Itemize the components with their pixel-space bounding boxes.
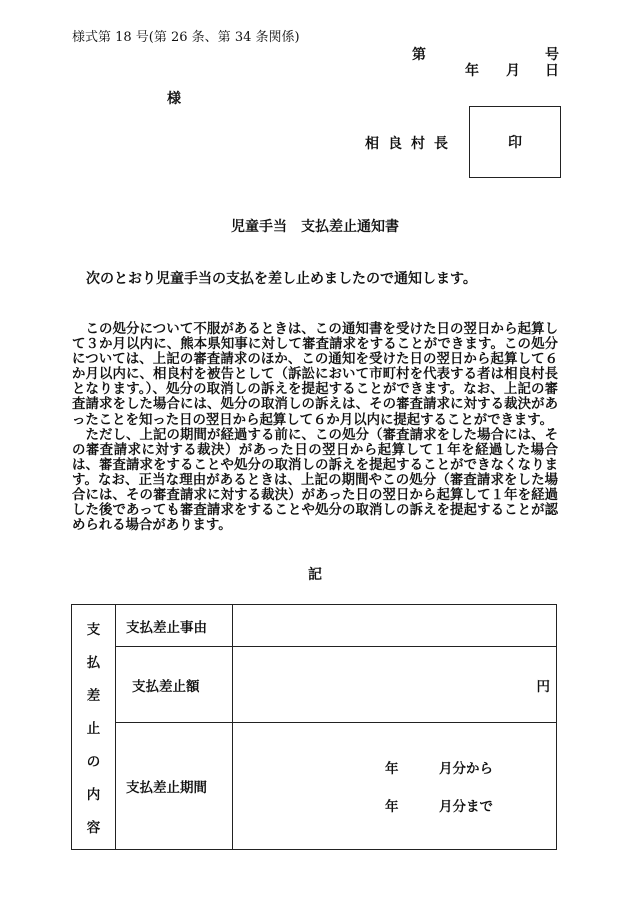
- appeal-paragraph-1: この処分について不服があるときは、この通知書を受けた日の翌日から起算して３か月以内に、熊本県知事に対して審査請求をすることができます。この処分については、上記の審査請求のほか、この通知を受けた日の翌日から起算して６か月以内に、相良村を被告として（訴訟において市町村を代表する者は相良村長となります。）、処分の取消しの訴えを提起することができます。なお、上記の審査請求をした場合には、処分の取消しの訴えは、その審査請求に対する裁決があったことを知った日の翌日から起算して６か月以内に提起することができます。: [72, 321, 558, 428]
- lead-sentence: 次のとおり児童手当の支払を差し止めましたので通知します。: [86, 271, 477, 287]
- detail-table: [71, 604, 557, 850]
- reason-label: 支払差止事由: [116, 605, 233, 647]
- period-from-month: 月分から: [439, 761, 493, 777]
- side-char: 止: [86, 721, 101, 737]
- ki-marker: 記: [308, 567, 322, 583]
- appeal-paragraph-2: ただし、上記の期間が経過する前に、この処分（審査請求をした場合には、その審査請求に対する裁決）があった日の翌日から起算して１年を経過した場合は、審査請求をすることや処分の取消しの訴えを提起することができなくなります。なお、正当な理由があるときは、上記の期間やこの処分（審査請求をした場合には、その審査請求に対する裁決）があった日の翌日から起算して１年を経過した後であっても審査請求をすることや処分の取消しの訴えを提起することが認められる場合があります。: [72, 426, 558, 534]
- reason-value-field[interactable]: [233, 605, 557, 647]
- date-year: 年: [465, 63, 479, 79]
- date-month: 月: [506, 63, 520, 79]
- document-number-suffix: 号: [545, 47, 559, 63]
- side-char: の: [86, 754, 101, 770]
- document-title: 児童手当 支払差止通知書: [231, 219, 399, 235]
- period-to-year: 年: [385, 799, 399, 815]
- period-value-field[interactable]: [233, 723, 557, 850]
- issuer-name: 相良村長: [365, 136, 457, 152]
- appeal-notice: [72, 322, 558, 533]
- form-number: 様式第 18 号(第 26 条、第 34 条関係): [72, 30, 300, 45]
- period-to: [385, 795, 556, 815]
- yen-unit: 円: [536, 678, 550, 695]
- period-to-month: 月分まで: [439, 799, 493, 815]
- side-char: 支: [86, 622, 101, 638]
- side-label-cell: [72, 605, 116, 850]
- recipient-honorific: 様: [167, 91, 181, 107]
- seal-box: [469, 106, 561, 178]
- period-from: [385, 757, 556, 777]
- amount-value-field[interactable]: [233, 647, 557, 723]
- date-day: 日: [545, 63, 559, 79]
- side-char: 内: [86, 787, 101, 803]
- amount-label: 支払差止額: [116, 647, 233, 723]
- period-from-year: 年: [385, 761, 399, 777]
- seal-label: 印: [508, 135, 522, 151]
- side-char: 払: [86, 655, 101, 671]
- document-number-prefix: 第: [412, 47, 426, 63]
- side-char: 差: [86, 688, 101, 704]
- side-char: 容: [86, 820, 101, 836]
- period-label: 支払差止期間: [116, 723, 233, 850]
